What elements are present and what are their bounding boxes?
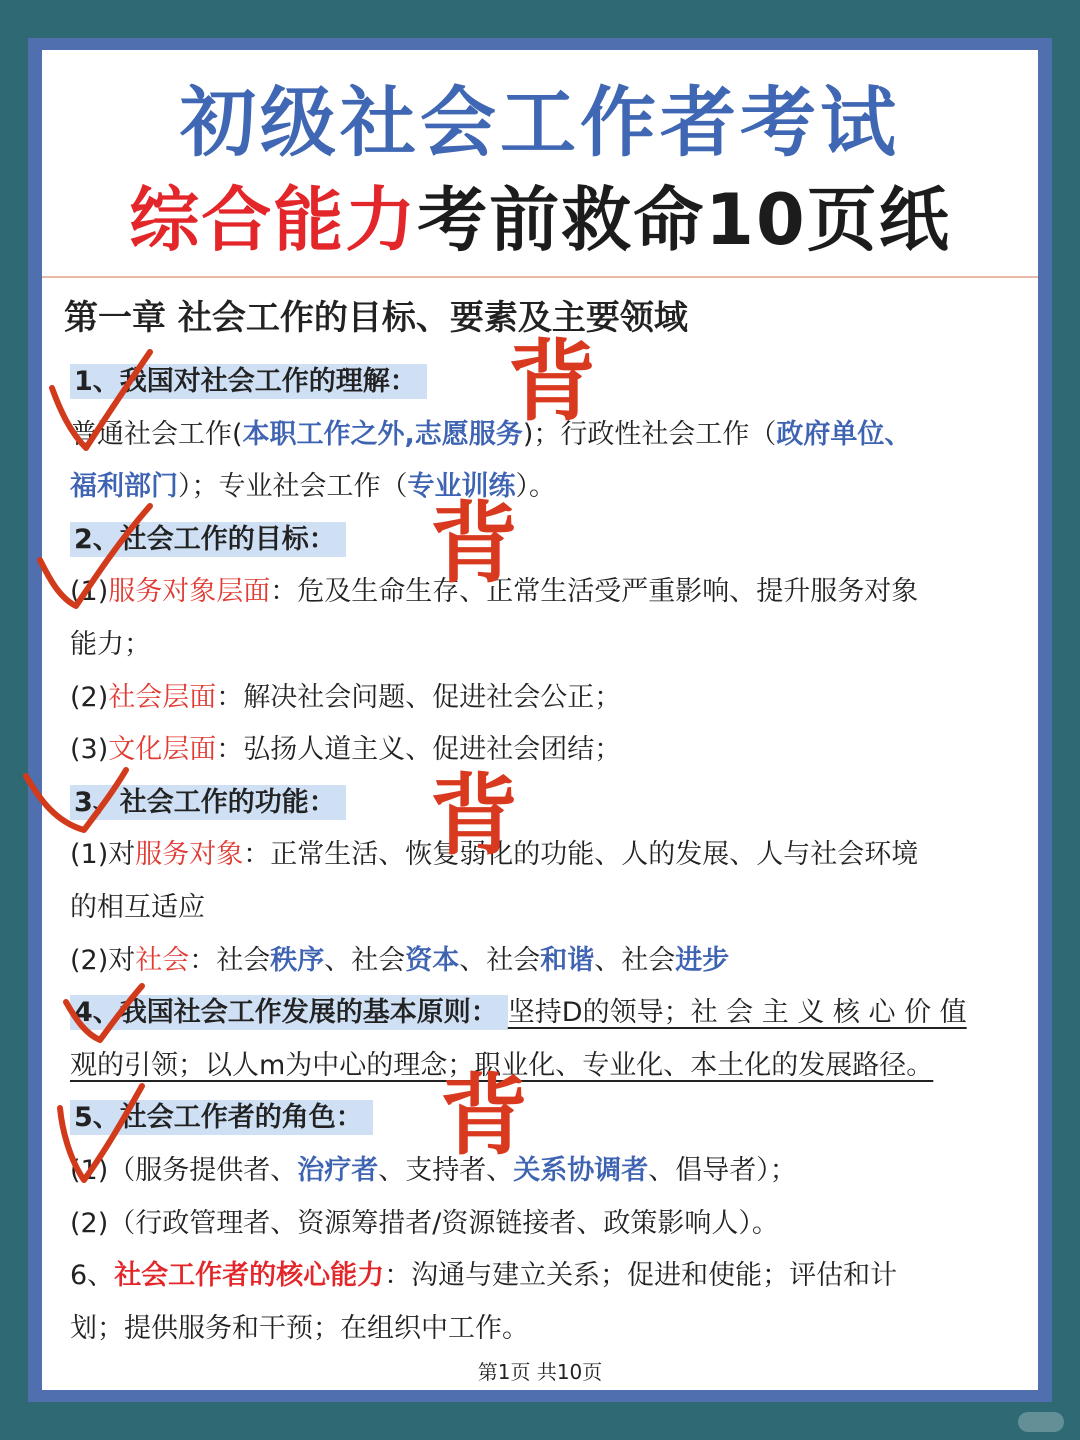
section-4-line-1: 4、我国社会工作发展的基本原则： 坚持D的领导；社 会 主 义 核 心 价 值 [70,987,1014,1040]
annotation-bei: 背 [508,330,597,433]
chapter-heading: 第一章 社会工作的目标、要素及主要领域 [64,298,688,338]
section-1-line-1: 普通社会工作(本职工作之外,志愿服务)；行政性社会工作（政府单位、 [70,418,912,450]
section-2-item-1: (1)服务对象层面：危及生命生存、正常生活受严重影响、提升服务对象 [70,576,919,608]
subtitle-dark: 考前救命10页纸 [417,179,951,261]
annotation-bei: 背 [440,1064,529,1167]
page-subtitle [42,178,1038,262]
section-2-item-3: (3)文化层面：弘扬人道主义、促进社会团结； [70,734,622,766]
title-divider [42,276,1038,278]
annotation-bei: 背 [430,492,519,595]
section-3-item-2: (2)对社会：社会秩序、社会资本、社会和谐、社会进步 [70,944,730,976]
section-1-heading: 1、我国对社会工作的理解： [70,356,1014,409]
section-5-item-2: (2)（行政管理者、资源筹措者/资源链接者、政策影响人）。 [70,1207,779,1239]
content [64,288,1014,1355]
section-3-item-1-cont: 的相互适应 [70,891,205,923]
subtitle-red: 综合能力 [129,179,418,261]
section-3-item-1: (1)对服务对象：正常生活、恢复弱化的功能、人的发展、人与社会环境 [70,839,919,871]
page-frame [28,38,1052,1402]
section-6-line-2: 划；提供服务和干预；在组织中工作。 [70,1312,529,1344]
page-number: 第1页 共10页 [477,1360,603,1384]
section-6-line-1: 6、社会工作者的核心能力：沟通与建立关系；促进和使能；评估和计 [70,1260,898,1292]
section-5-item-1: (1)（服务提供者、治疗者、支持者、关系协调者、倡导者）； [70,1154,797,1186]
page-title: 初级社会工作者考试 [180,78,900,167]
document-page [42,50,1038,1390]
section-2-item-1-cont: 能力； [70,628,151,660]
section-1-line-2: 福利部门）；专业社会工作（专业训练）。 [70,471,556,503]
section-3-heading: 3、社会工作的功能： [70,777,1014,830]
section-2-item-2: (2)社会层面：解决社会问题、促进社会公正； [70,681,622,713]
section-2-heading: 2、社会工作的目标： [70,514,1014,567]
section-4-line-2: 观的引领；以人m为中心的理念；职业化、专业化、本土化的发展路径。 [70,1049,934,1081]
watermark [1018,1412,1064,1432]
section-5-heading: 5、社会工作者的角色： [70,1092,1014,1145]
annotation-bei: 背 [430,764,519,867]
